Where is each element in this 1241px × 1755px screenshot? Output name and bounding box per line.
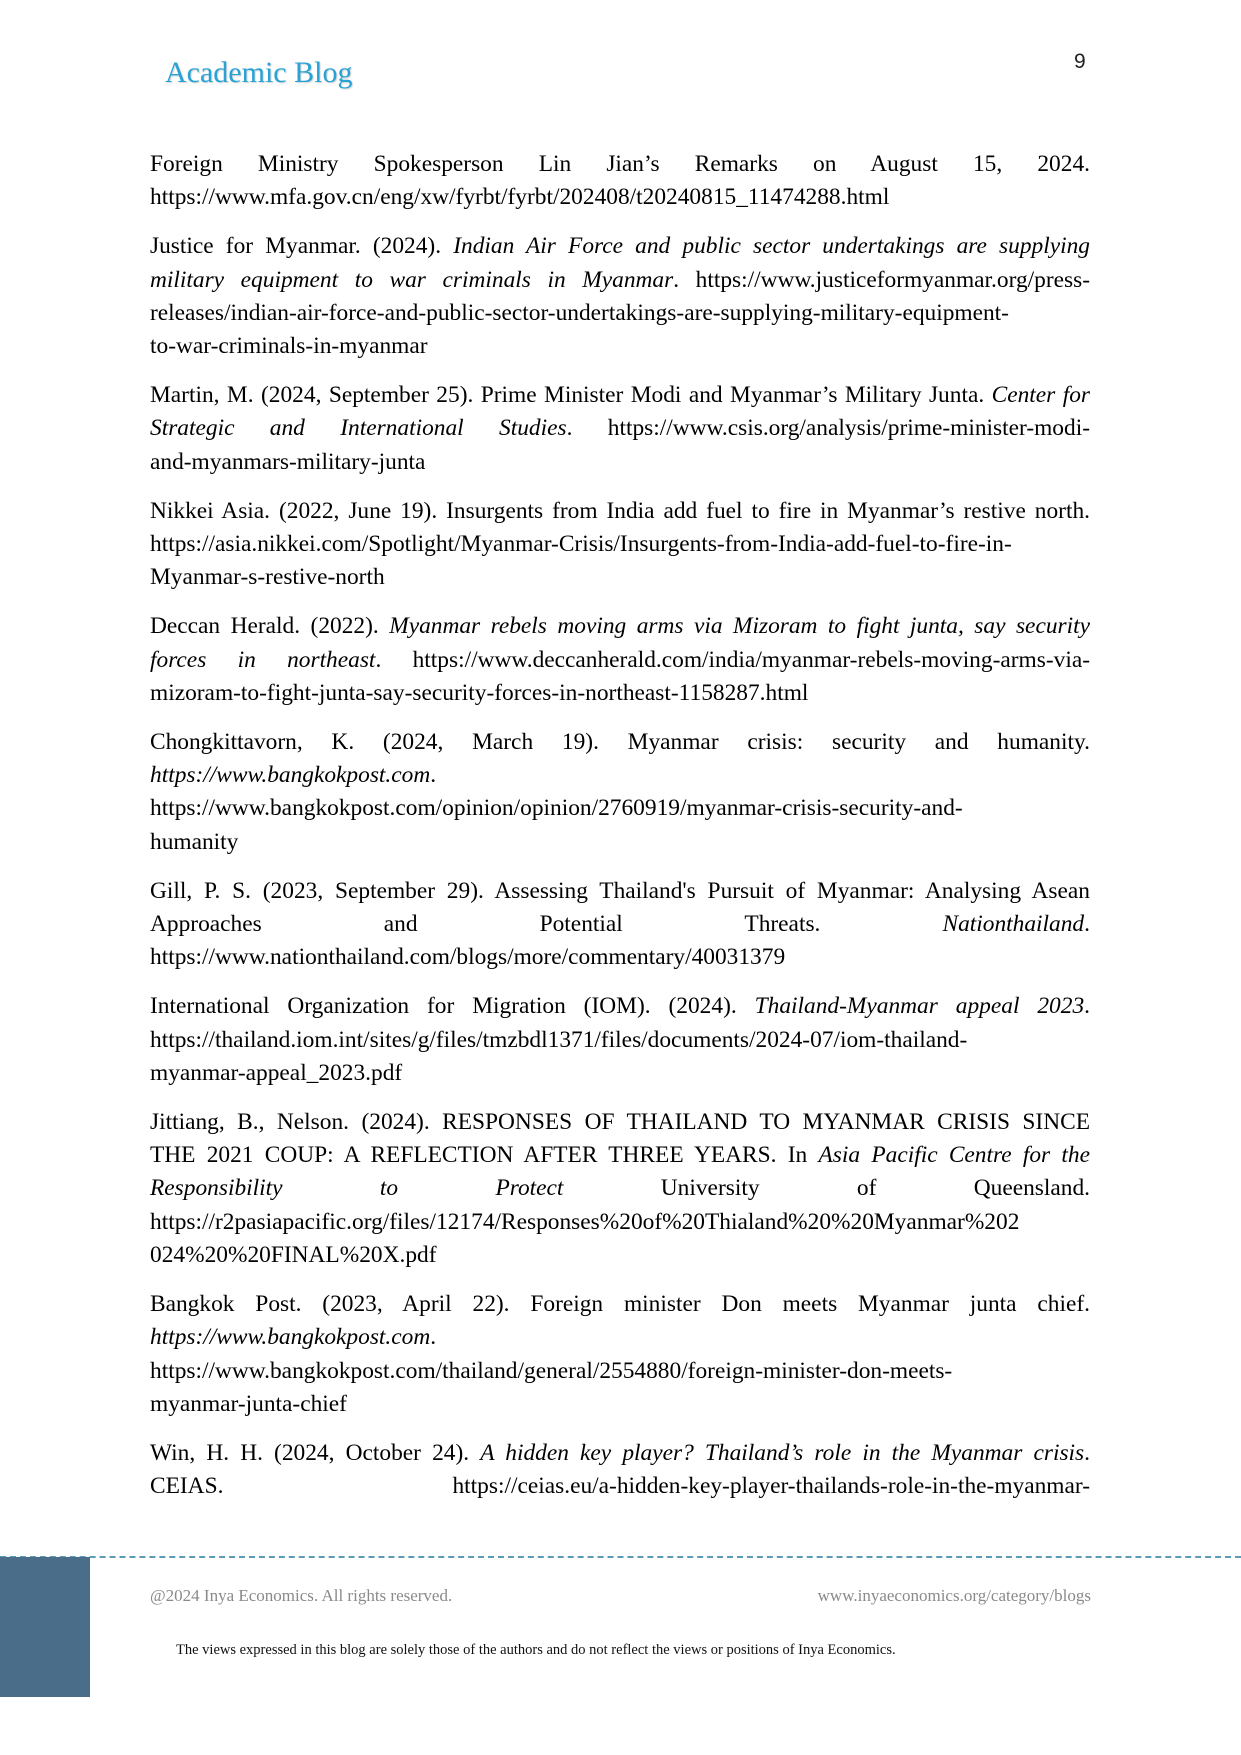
footer-website-link[interactable]: www.inyaeconomics.org/category/blogs bbox=[817, 1586, 1091, 1605]
reference-url[interactable]: 024%20%20FINAL%20X.pdf bbox=[150, 1241, 437, 1268]
reference-url[interactable]: Myanmar-s-restive-north bbox=[150, 564, 385, 591]
reference-entry bbox=[150, 148, 1090, 214]
reference-entry bbox=[150, 875, 1090, 975]
reference-line: Jittiang, B., Nelson. (2024). RESPONSES OF THAILAND TO MYANMAR CRISIS SINCE bbox=[150, 1109, 1090, 1136]
reference-title: Myanmar rebels moving arms via Mizoram to fight junta, say security forces in northeast bbox=[150, 613, 1090, 673]
footer-divider bbox=[0, 1556, 1241, 1558]
reference-url[interactable]: myanmar-junta-chief bbox=[150, 1390, 347, 1417]
footer-disclaimer: The views expressed in this blog are solely those of the authors and do not reflect the views or positions of Inya Economics. bbox=[176, 1642, 896, 1658]
reference-title: A hidden key player? Thailand’s role in the Myanmar crisis bbox=[480, 1439, 1085, 1466]
reference-url[interactable]: CEIAS. https://ceias.eu/a-hidden-key-player-thailands-role-in-the-myanmar- bbox=[150, 1473, 1090, 1500]
reference-url[interactable]: https://thailand.iom.int/sites/g/files/tmzbdl1371/files/documents/2024-07/iom-thailand- bbox=[150, 1026, 968, 1053]
reference-line: THE 2021 COUP: A REFLECTION AFTER THREE YEARS. In bbox=[150, 1142, 819, 1169]
reference-entry bbox=[150, 1437, 1090, 1503]
reference-entry bbox=[150, 1106, 1090, 1272]
reference-url[interactable]: https://asia.nikkei.com/Spotlight/Myanmar-Crisis/Insurgents-from-India-add-fuel-to-fire-in- bbox=[150, 531, 1012, 558]
reference-line: Approaches and Potential Threats. bbox=[150, 911, 943, 938]
reference-author: Win, H. H. (2024, October 24). bbox=[150, 1439, 481, 1466]
reference-line: Bangkok Post. (2023, April 22). Foreign minister Don meets Myanmar junta chief. bbox=[150, 1291, 1090, 1318]
punctuation: . bbox=[1084, 993, 1090, 1020]
footer-copyright: @2024 Inya Economics. All rights reserved. bbox=[150, 1586, 453, 1605]
reference-line: Foreign Ministry Spokesperson Lin Jian’s Remarks on August 15, 2024. bbox=[150, 151, 1090, 177]
reference-url[interactable]: releases/indian-air-force-and-public-sector-undertakings-are-supplying-military-equipment- bbox=[150, 299, 1009, 326]
reference-title: Thailand-Myanmar appeal 2023 bbox=[754, 993, 1085, 1020]
reference-source: Nationthailand bbox=[942, 911, 1085, 938]
reference-entry bbox=[150, 610, 1090, 710]
reference-url[interactable]: . https://www.deccanherald.com/india/myanmar-rebels-moving-arms-via- bbox=[375, 646, 1090, 673]
reference-list bbox=[150, 148, 1090, 1519]
page-number: 9 bbox=[1074, 50, 1086, 73]
reference-title: Indian Air Force and public sector undertakings are supplying military equipment to war criminals in Myanmar bbox=[150, 233, 1091, 293]
reference-entry bbox=[150, 230, 1090, 363]
reference-line: University of Queensland. bbox=[563, 1175, 1090, 1202]
reference-source: https://www.bangkokpost.com bbox=[150, 762, 431, 789]
reference-entry bbox=[150, 495, 1090, 595]
reference-line: Gill, P. S. (2023, September 29). Assessing Thailand's Pursuit of Myanmar: Analysing Asean bbox=[150, 877, 1090, 904]
reference-entry bbox=[150, 1288, 1090, 1421]
reference-url[interactable]: myanmar-appeal_2023.pdf bbox=[150, 1059, 403, 1086]
reference-url[interactable]: https://www.mfa.gov.cn/eng/xw/fyrbt/fyrbt/202408/t20240815_11474288.html bbox=[150, 184, 890, 211]
reference-url[interactable]: https://www.bangkokpost.com/thailand/general/2554880/foreign-minister-don-meets- bbox=[150, 1357, 953, 1384]
punctuation: . bbox=[1084, 911, 1090, 938]
reference-url[interactable]: and-myanmars-military-junta bbox=[150, 448, 426, 475]
reference-url[interactable]: . https://www.justiceformyanmar.org/press- bbox=[673, 266, 1090, 293]
reference-entry bbox=[150, 726, 1090, 859]
blog-title: Academic Blog bbox=[165, 56, 353, 89]
reference-entry bbox=[150, 379, 1090, 479]
reference-source: Asia Pacific Centre for the bbox=[818, 1142, 1090, 1169]
reference-author: International Organization for Migration (IOM). (2024). bbox=[150, 993, 755, 1020]
reference-source: Responsibility to Protect bbox=[150, 1175, 564, 1202]
reference-url[interactable]: . https://www.csis.org/analysis/prime-minister-modi- bbox=[566, 415, 1090, 442]
reference-source: Center for Strategic and International Studies bbox=[150, 382, 1090, 442]
reference-author: Deccan Herald. (2022). bbox=[150, 613, 390, 640]
reference-url[interactable]: humanity bbox=[150, 828, 239, 855]
reference-line: Chongkittavorn, K. (2024, March 19). Myanmar crisis: security and humanity. bbox=[150, 729, 1090, 756]
reference-source: https://www.bangkokpost.com bbox=[150, 1324, 431, 1351]
reference-line: Nikkei Asia. (2022, June 19). Insurgents from India add fuel to fire in Myanmar’s restive north. bbox=[150, 497, 1090, 524]
footer-accent-block bbox=[0, 1557, 90, 1697]
reference-author: Martin, M. (2024, September 25). Prime Minister Modi and Myanmar’s Military Junta. bbox=[150, 382, 992, 409]
reference-url[interactable]: to-war-criminals-in-myanmar bbox=[150, 333, 428, 360]
reference-author: Justice for Myanmar. (2024). bbox=[150, 233, 454, 260]
punctuation: . bbox=[430, 762, 437, 789]
punctuation: . bbox=[1084, 1439, 1091, 1466]
reference-url[interactable]: mizoram-to-fight-junta-say-security-forces-in-northeast-1158287.html bbox=[150, 679, 809, 706]
reference-entry bbox=[150, 990, 1090, 1090]
punctuation: . bbox=[430, 1324, 437, 1351]
reference-url[interactable]: https://www.bangkokpost.com/opinion/opinion/2760919/myanmar-crisis-security-and- bbox=[150, 795, 963, 822]
reference-url[interactable]: https://www.nationthailand.com/blogs/more/commentary/40031379 bbox=[150, 944, 786, 971]
reference-url[interactable]: https://r2pasiapacific.org/files/12174/Responses%20of%20Thialand%20%20Myanmar%202 bbox=[150, 1208, 1020, 1235]
